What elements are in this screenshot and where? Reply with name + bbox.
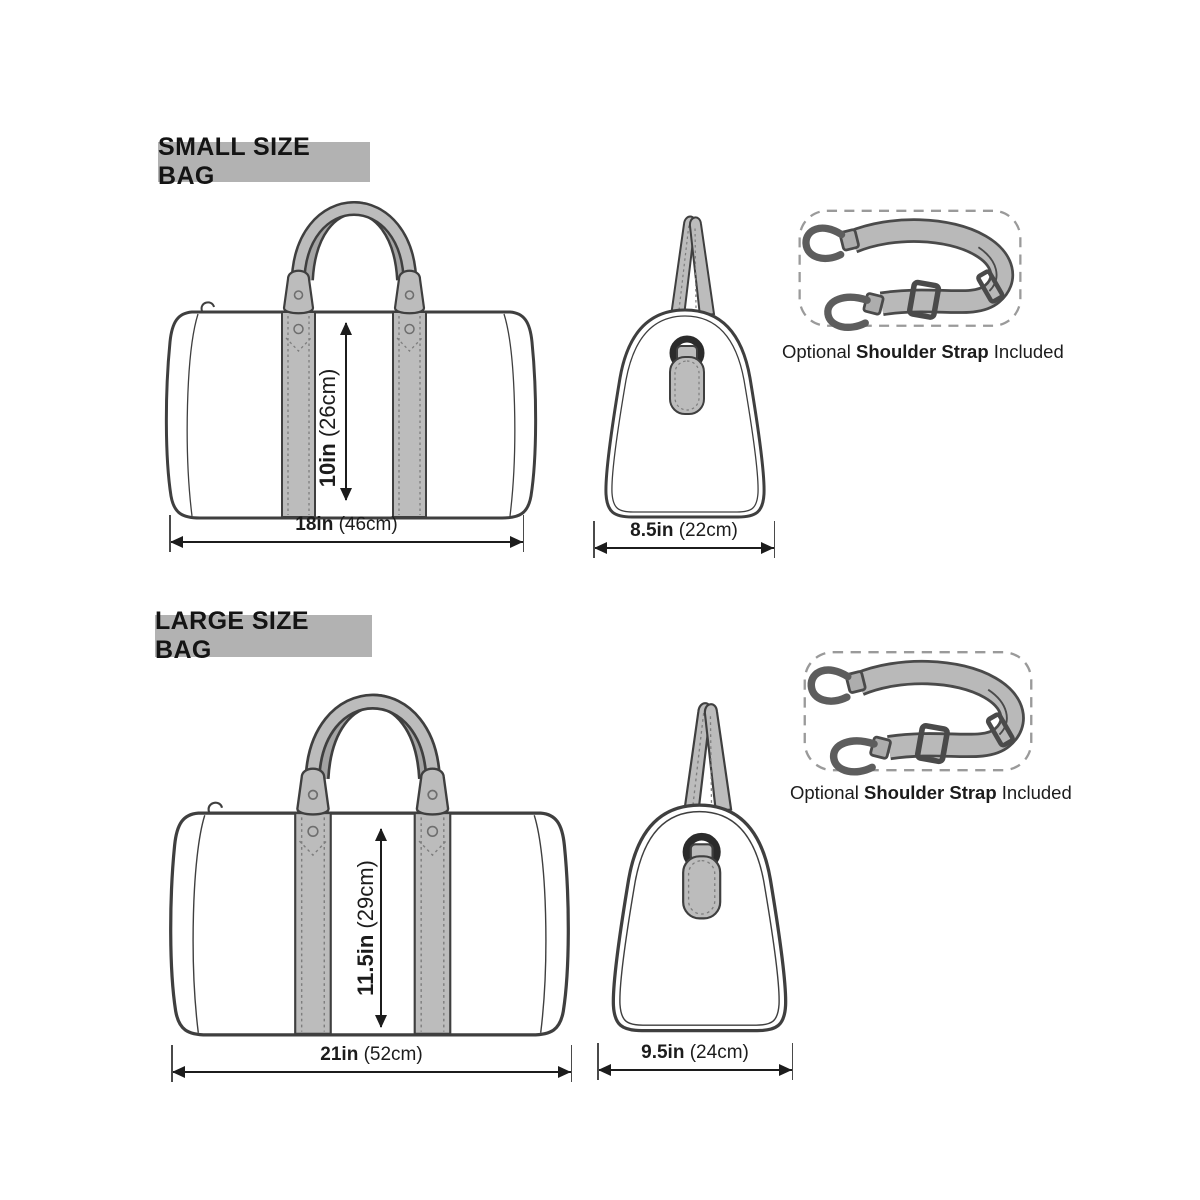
small-bag-width-arrow	[170, 541, 523, 543]
large-bag-depth-arrow	[598, 1069, 792, 1071]
duffel-side-icon	[596, 696, 803, 1034]
small-bag-depth-arrow	[594, 547, 774, 549]
small-bag-front-view-illustration	[162, 196, 540, 530]
large-bag-side-view-illustration	[596, 696, 803, 1034]
shoulder-strap-icon	[801, 648, 1035, 780]
small-bag-width-label: 18in (46cm)	[295, 514, 398, 535]
large-bag-height-arrow	[380, 829, 382, 1027]
small-bag-side-view-illustration	[590, 210, 780, 520]
large-bag-strap-caption: Optional Shoulder Strap Included	[790, 782, 1072, 803]
shoulder-strap-icon	[796, 206, 1024, 336]
small-bag-section-title	[158, 133, 370, 190]
large-bag-depth-label: 9.5in (24cm)	[641, 1042, 749, 1063]
small-bag-depth-label: 8.5in (22cm)	[630, 520, 738, 541]
small-bag-height-arrow	[345, 323, 347, 500]
large-bag-width-arrow	[172, 1071, 571, 1073]
large-bag-width-label: 21in (52cm)	[320, 1044, 423, 1065]
large-bag-height-label: 11.5in (29cm)	[353, 860, 378, 996]
large-bag-depth-dimension	[598, 1042, 792, 1071]
duffel-front-icon	[162, 196, 540, 530]
small-bag-strap-caption: Optional Shoulder Strap Included	[782, 341, 1064, 362]
small-bag-depth-dimension	[594, 520, 774, 549]
small-bag-strap-illustration	[796, 206, 1024, 336]
section-title-text: LARGE SIZE BAG	[155, 607, 310, 664]
duffel-side-icon	[590, 210, 780, 520]
large-bag-section-title	[155, 607, 372, 664]
small-bag-height-label: 10in (26cm)	[315, 368, 340, 488]
small-bag-width-dimension	[170, 514, 523, 543]
large-bag-strap-illustration	[801, 648, 1035, 780]
section-title-text: SMALL SIZE BAG	[158, 133, 311, 190]
large-bag-width-dimension	[172, 1044, 571, 1073]
